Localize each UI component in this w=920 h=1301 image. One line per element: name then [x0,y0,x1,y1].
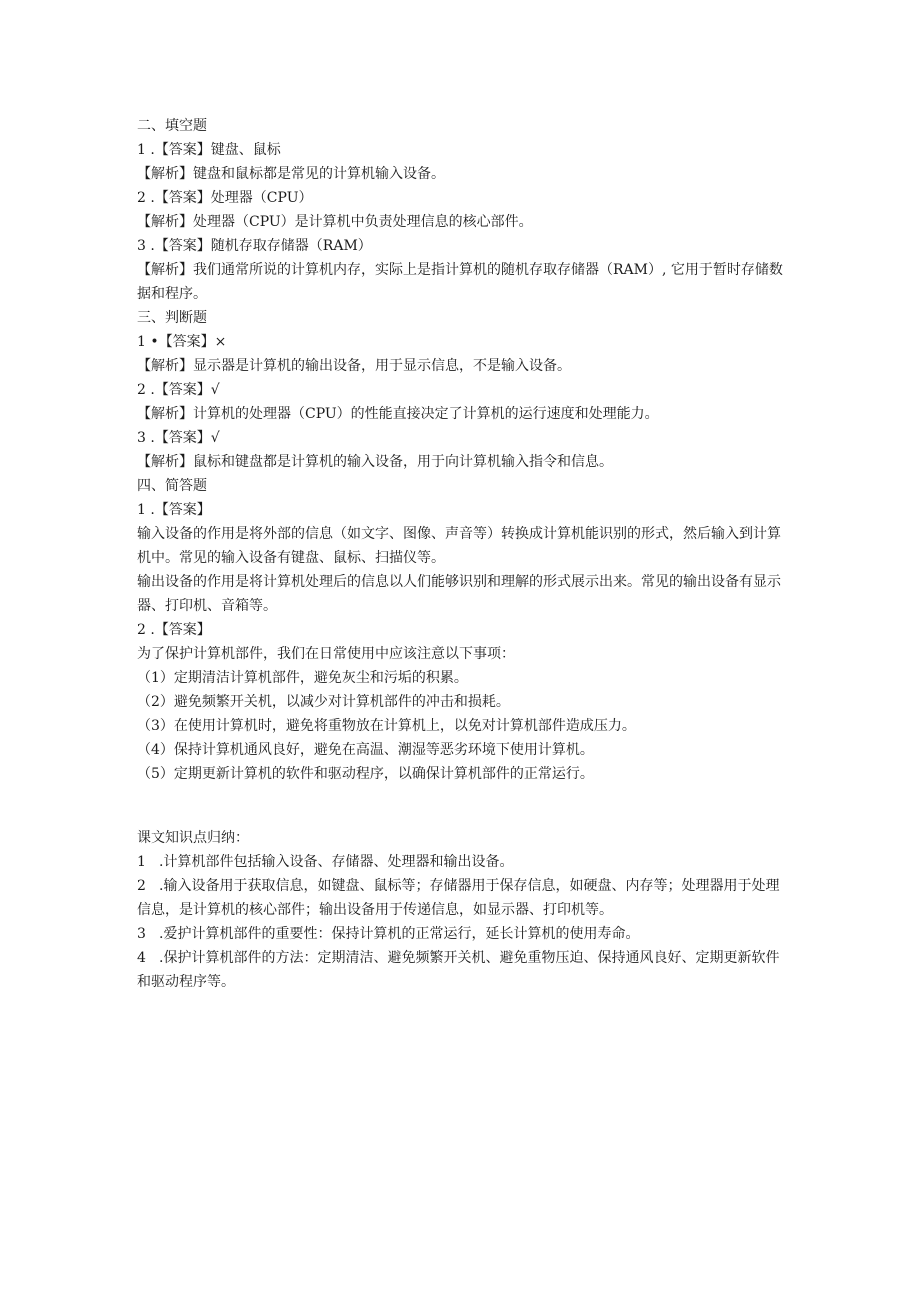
list-item: （5）定期更新计算机的软件和驱动程序，以确保计算机部件的正常运行。 [137,766,594,782]
answer-paragraph: 为了保护计算机部件，我们在日常使用中应该注意以下事项： [137,646,515,662]
summary-item [137,922,787,946]
answer-line: 1 •【答案】× [137,334,227,350]
analysis-line: 【解析】我们通常所说的计算机内存，实际上是指计算机的随机存取存储器（RAM）, 它用于暂时存储数据和程序。 [137,262,783,302]
analysis-line: 【解析】处理器（CPU）是计算机中负责处理信息的核心部件。 [137,214,533,230]
list-item: （1）定期清洁计算机部件，避免灰尘和污垢的积累。 [137,670,468,686]
section-heading-short-answer: 四、简答题 [137,478,207,494]
analysis-line: 【解析】鼠标和键盘都是计算机的输入设备，用于向计算机输入指令和信息。 [137,454,613,470]
summary-item-text: .计算机部件包括输入设备、存储器、处理器和输出设备。 [159,854,514,870]
summary-item-number: 2 [137,878,146,894]
list-item: （2）避免频繁开关机，以减少对计算机部件的冲击和损耗。 [137,694,510,710]
section-heading-true-false: 三、判断题 [137,310,207,326]
analysis-line: 【解析】键盘和鼠标都是常见的计算机输入设备。 [137,166,445,182]
summary-item-text: .保护计算机部件的方法：定期清洁、避免频繁开关机、避免重物压迫、保持通风良好、定期更新软件和驱动程序等。 [137,950,780,990]
answer-line: 2 .【答案】√ [137,382,220,398]
document-content [137,114,787,994]
answer-line: 2 .【答案】处理器（CPU） [137,190,313,206]
summary-item [137,850,787,874]
analysis-line: 【解析】计算机的处理器（CPU）的性能直接决定了计算机的运行速度和处理能力。 [137,406,659,422]
answer-line: 3 .【答案】√ [137,430,220,446]
answer-line: 1 .【答案】 [137,502,211,518]
list-item: （4）保持计算机通风良好，避免在高温、潮湿等恶劣环境下使用计算机。 [137,742,594,758]
analysis-line: 【解析】显示器是计算机的输出设备，用于显示信息，不是输入设备。 [137,358,571,374]
list-item: （3）在使用计算机时，避免将重物放在计算机上，以免对计算机部件造成压力。 [137,718,636,734]
summary-item-number: 1 [137,854,146,870]
answer-paragraph: 输出设备的作用是将计算机处理后的信息以人们能够识别和理解的形式展示出来。常见的输出设备有显示器、打印机、音箱等。 [137,574,781,614]
spacer [137,786,787,826]
summary-item [137,874,787,922]
summary-item-text: .爱护计算机部件的重要性：保持计算机的正常运行，延长计算机的使用寿命。 [159,926,640,942]
summary-item [137,946,787,994]
section-heading-fill-blank: 二、填空题 [137,118,207,134]
answer-line: 1 .【答案】键盘、鼠标 [137,142,281,158]
summary-heading: 课文知识点归纳： [137,830,249,846]
answer-paragraph: 输入设备的作用是将外部的信息（如文字、图像、声音等）转换成计算机能识别的形式，然后输入到计算机中。常见的输入设备有键盘、鼠标、扫描仪等。 [137,526,781,566]
answer-line: 2 .【答案】 [137,622,211,638]
answer-line: 3 .【答案】随机存取存储器（RAM） [137,238,372,254]
summary-item-text: .输入设备用于获取信息，如键盘、鼠标等；存储器用于保存信息，如硬盘、内存等；处理器用于处理信息，是计算机的核心部件；输出设备用于传递信息，如显示器、打印机等。 [137,878,780,918]
summary-item-number: 4 [137,950,146,966]
summary-item-number: 3 [137,926,146,942]
